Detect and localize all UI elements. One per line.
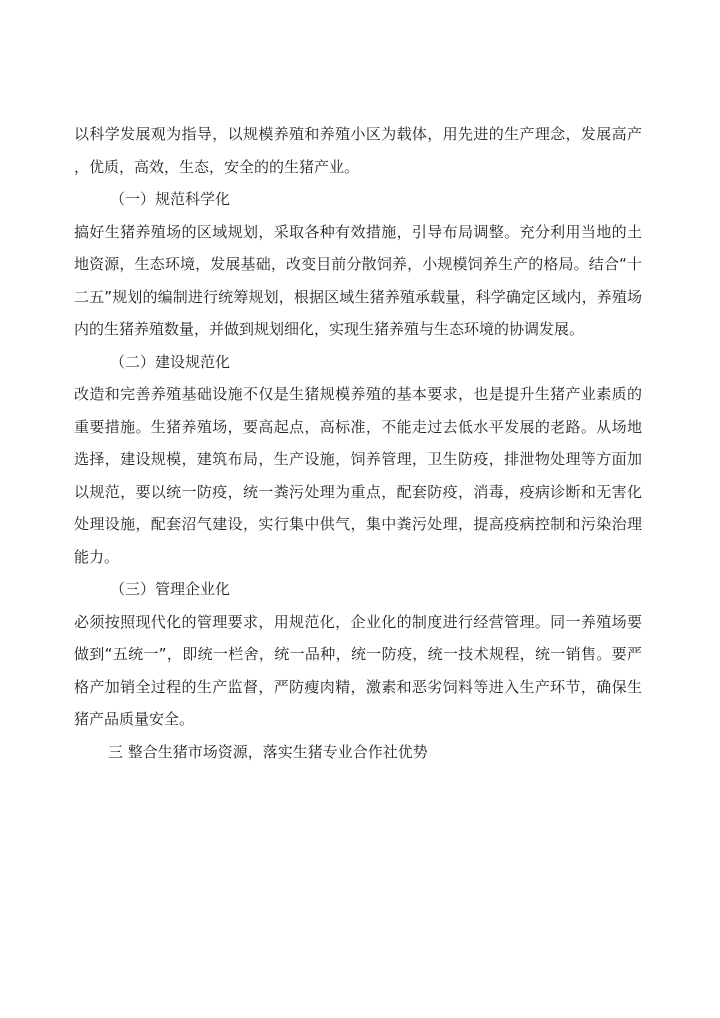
- subheading-management: （三）管理企业化: [110, 580, 231, 598]
- paragraph-infrastructure: 改造和完善养殖基础设施不仅是生猪规模养殖的基本要求，也是提升生猪产业素质的重要措施。生猪养殖场，要高起点，高标准，不能走过去低水平发展的老路。从场地选择，建设规模，建筑布局，生产设施，饲养管理，卫生防疫，排泄物处理等方面加以规范，要以统一防疫，统一粪污处理为重点，配套防疫，消毒，疫病诊断和无害化处理设施，配套沼气建设，实行集中供气，集中粪污处理，提高疫病控制和污染治理能力。: [74, 385, 642, 566]
- paragraph-guiding-principle: 以科学发展观为指导，以规模养殖和养殖小区为载体，用先进的生产理念，发展高产，优质，高效，生态，安全的的生猪产业。: [74, 125, 642, 176]
- document-body: [74, 118, 642, 768]
- subheading-construction: （二）建设规范化: [110, 352, 231, 371]
- section-heading-market-resources: 三 整合生猪市场资源，落实生猪专业合作社优势: [108, 742, 428, 761]
- subheading-standardization: （一）规范科学化: [110, 190, 231, 208]
- paragraph-regional-planning: 搞好生猪养殖场的区域规划，采取各种有效措施，引导布局调整。充分利用当地的土地资源，生态环境，发展基础，改变目前分散饲养，小规模饲养生产的格局。结合“十二五”规划的编制进行统筹规划，根据区域生猪养殖承载量，科学确定区域内，养殖场内的生猪养殖数量，并做到规划细化，实现生猪养殖与生态环境的协调发展。: [74, 222, 642, 338]
- paragraph-management-requirements: 必须按照现代化的管理要求，用规范化，企业化的制度进行经营管理。同一养殖场要做到“五统一”，即统一栏舍，统一品种，统一防疫，统一技术规程，统一销售。要严格产加销全过程的生产监督，严防瘦肉精，激素和恶劣饲料等进入生产环节，确保生猪产品质量安全。: [74, 612, 642, 728]
